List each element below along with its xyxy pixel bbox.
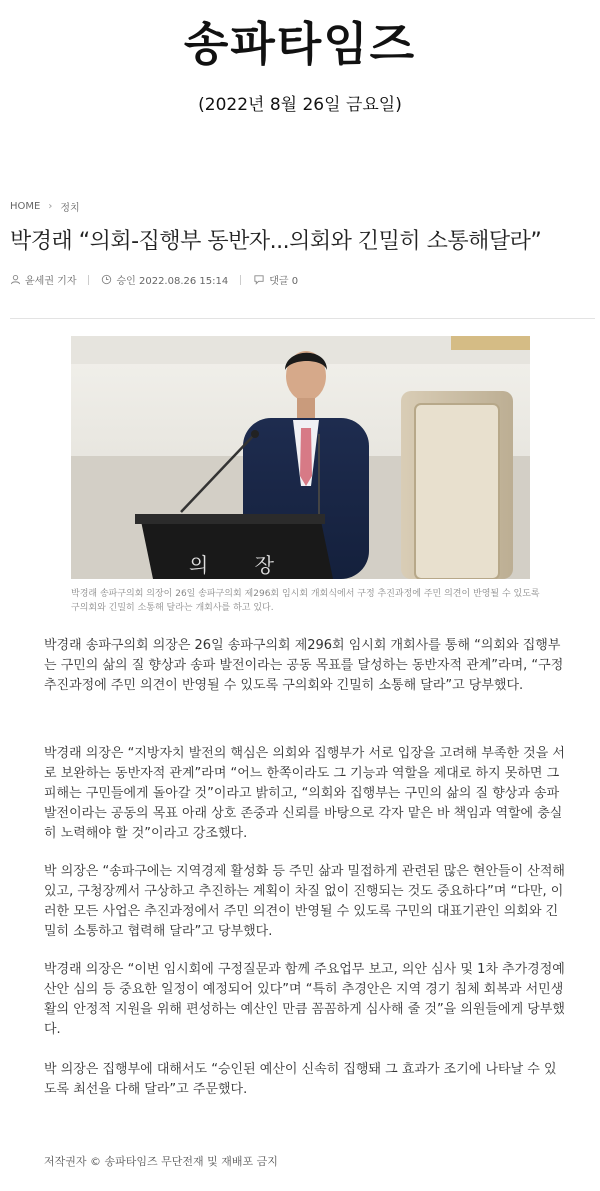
clock-icon	[101, 274, 112, 285]
breadcrumb-section-link[interactable]: 정치	[60, 203, 80, 214]
paragraph: 박 의장은 집행부에 대해서도 “승인된 예산이 신속히 집행돼 그 효과가 조기에 나타날 수 있도록 최선을 다해 달라”고 주문했다.	[44, 1062, 557, 1097]
newspaper-masthead: 송파타임즈	[183, 17, 417, 71]
comment-count[interactable]: 댓글 0	[269, 276, 299, 287]
approved-timestamp: 승인 2022.08.26 15:14	[116, 276, 229, 287]
paragraph: 박경래 송파구의회 의장은 26일 송파구의회 제296회 임시회 개회사를 통해 “의회와 집행부는 구민의 삶의 질 향상과 송파 발전이라는 공동 목표를 달성하는 동반자적 관계”라며, “구정 추진과정에 주민 의견이 반영될 수 있도록 구의회와 긴밀히 소통해 달라”고 당부했다.	[44, 638, 564, 693]
header-divider	[10, 318, 595, 319]
comment-icon	[253, 274, 265, 285]
paragraph: 박경래 의장은 “지방자치 발전의 핵심은 의회와 집행부가 서로 입장을 고려해 부족한 것을 서로 보완하는 동반자적 관계”라며 “어느 한쪽이라도 그 기능과 역할을 제대로 하지 못하면 그 피해는 구민들에게 돌아갈 것”이라고 밝히고, “의회와 집행부는 구민의 삶의 질 향상과 송파 발전이라는 공동의 목표 아래 상호 존중과 신뢰를 바탕으로 각자 맡은 바 책임과 역할에 충실히 노력해야 할 것”이라고 강조했다.	[44, 746, 565, 841]
podium-placard: 의 장	[189, 553, 294, 577]
speaker-at-podium-photo	[71, 336, 530, 579]
paragraph: 박경래 의장은 “이번 임시회에 구정질문과 함께 주요업무 보고, 의안 심사 및 1차 추가경정예산안 심의 등 중요한 일정이 예정되어 있다”며 “특히 추경안은 지역 경기 침체 회복과 서민생활의 안정적 지원을 위해 편성하는 예산인 만큼 꼼꼼하게 심사해 줄 것”을 의원들에게 당부했다.	[44, 962, 565, 1037]
photo-caption: 박경래 송파구의회 의장이 26일 송파구의회 제296회 임시회 개회식에서 구정 추진과정에 주민 의견이 반영될 수 있도록 구의회와 긴밀히 소통해 달라는 개회사를 하고 있다.	[71, 589, 540, 613]
article-headline: 박경래 “의회-집행부 동반자...의회와 긴밀히 소통해달라”	[10, 229, 542, 254]
meta-divider	[240, 275, 241, 285]
person-icon	[10, 274, 21, 285]
copyright-notice: 저작권자 © 송파타임즈 무단전재 및 재배포 금지	[44, 1155, 278, 1168]
breadcrumb-home-link[interactable]: HOME	[10, 201, 41, 212]
article-photo	[71, 336, 530, 579]
chevron-right-icon: ›	[48, 201, 53, 212]
article-meta	[10, 272, 298, 287]
breadcrumb	[10, 199, 80, 214]
publication-date: (2022년 8월 26일 금요일)	[198, 95, 402, 115]
meta-divider	[88, 275, 89, 285]
paragraph: 박 의장은 “송파구에는 지역경제 활성화 등 주민 삶과 밀접하게 관련된 많은 현안들이 산적해 있고, 구청장께서 구상하고 추진하는 계획이 차질 없이 진행되는 것도 중요하다”며 “다만, 이러한 모든 사업은 추진과정에서 주민 의견이 반영될 수 있도록 구민의 대표기관인 의회와 긴밀히 소통하고 협력해 달라”고 당부했다.	[44, 864, 565, 939]
author-name[interactable]: 윤세권 기자	[25, 276, 77, 287]
